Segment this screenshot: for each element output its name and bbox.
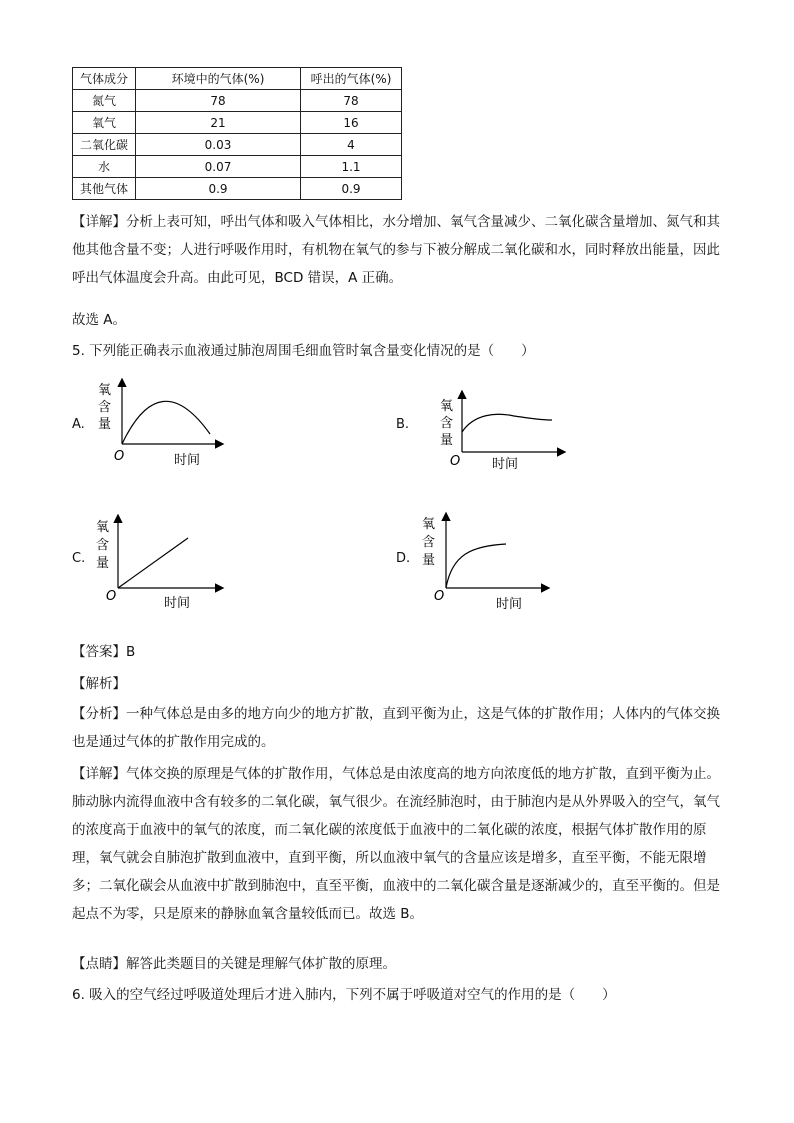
graph-b [434, 390, 574, 476]
graph-d [416, 510, 556, 614]
y-label-char: 量 [98, 417, 112, 432]
origin-label: O [106, 589, 117, 604]
graph-a [90, 376, 230, 472]
table-cell: 1.1 [301, 156, 402, 178]
origin-label: O [434, 589, 445, 604]
q5-answer: 【答案】B [72, 644, 136, 660]
x-label: 时间 [164, 596, 191, 611]
y-label-char: 氧 [422, 517, 436, 532]
y-label-char: 量 [422, 553, 436, 568]
table-row [73, 112, 402, 134]
curve-line [462, 414, 552, 432]
curve-line [446, 544, 506, 588]
table-cell: 0.07 [136, 156, 301, 178]
y-label-char: 氧 [440, 399, 454, 414]
table-cell: 0.9 [136, 178, 301, 200]
curve-line [122, 401, 210, 444]
y-label-char: 量 [96, 556, 110, 571]
q5-detail: 【详解】气体交换的原理是气体的扩散作用，气体总是由浓度高的地方向浓度低的地方扩散，直到平衡为止。肺动脉内流得血液中含有较多的二氧化碳，氧气很少。在流经肺泡时，由于肺泡内是从外界吸入的空气，氧气的浓度高于血液中的氧气的浓度，而二氧化碳的浓度低于血液中的二氧化碳的浓度，根据气体扩散作用的原理，氧气就会自肺泡扩散到血液中，直到平衡，所以血液中氧气的含量应该是增多，直至平衡，不能无限增多；二氧化碳会从血液中扩散到肺泡中，直至平衡，血液中的二氧化碳含量是逐渐减少的，直至平衡的。但是起点不为零，只是原来的静脉血氧含量较低而已。故选 B。 [72, 766, 720, 922]
y-label-char: 含 [422, 535, 436, 550]
q5-question: 5. 下列能正确表示血液通过肺泡周围毛细血管时氧含量变化情况的是（ ） [72, 343, 535, 359]
table-cell: 0.03 [136, 134, 301, 156]
option-a-label: A. [72, 417, 85, 432]
table-cell: 4 [301, 134, 402, 156]
q4-detail: 【详解】分析上表可知，呼出气体和吸入气体相比，水分增加、氧气含量减少、二氧化碳含量增加、氮气和其他其他含量不变；人进行呼吸作用时，有机物在氧气的参与下被分解成二氧化碳和水，同时释放出能量，因此呼出气体温度会升高。由此可见，BCD 错误，A 正确。 [72, 214, 720, 286]
table-cell: 水 [73, 156, 136, 178]
y-label-char: 氧 [98, 383, 112, 398]
q5-analysis: 【分析】一种气体总是由多的地方向少的地方扩散，直到平衡为止，这是气体的扩散作用；人体内的气体交换也是通过气体的扩散作用完成的。 [72, 706, 720, 750]
q4-conclusion: 故选 A。 [72, 312, 127, 328]
origin-label: O [450, 454, 461, 469]
table-cell: 氮气 [73, 90, 136, 112]
option-d-label: D. [396, 551, 411, 566]
header-cell: 呼出的气体(%) [301, 68, 402, 90]
header-cell: 气体成分 [73, 68, 136, 90]
origin-label: O [114, 449, 125, 464]
q5-comment: 【点睛】解答此类题目的关键是理解气体扩散的原理。 [72, 956, 396, 972]
header-cell: 环境中的气体(%) [136, 68, 301, 90]
y-label-char: 含 [98, 400, 112, 415]
option-b-label: B. [396, 417, 410, 432]
option-c-label: C. [72, 551, 86, 566]
gas-composition-table [72, 67, 402, 200]
table-cell: 0.9 [301, 178, 402, 200]
x-label: 时间 [174, 453, 201, 468]
table-row [73, 90, 402, 112]
table-row [73, 156, 402, 178]
table-row [73, 134, 402, 156]
table-cell: 78 [301, 90, 402, 112]
table-cell: 78 [136, 90, 301, 112]
table-cell: 氧气 [73, 112, 136, 134]
y-label-char: 量 [440, 433, 454, 448]
y-label-char: 含 [96, 538, 110, 553]
table-row [73, 178, 402, 200]
q6-question: 6. 吸入的空气经过呼吸道处理后才进入肺内，下列不属于呼吸道对空气的作用的是（ ） [72, 987, 616, 1003]
table-header-row [73, 68, 402, 90]
graph-c [90, 514, 230, 614]
table-cell: 16 [301, 112, 402, 134]
x-label: 时间 [496, 597, 523, 612]
table-cell: 21 [136, 112, 301, 134]
q5-analysis-title: 【解析】 [72, 676, 126, 692]
y-label-char: 含 [440, 416, 454, 431]
y-label-char: 氧 [96, 520, 110, 535]
table-cell: 二氧化碳 [73, 134, 136, 156]
table-cell: 其他气体 [73, 178, 136, 200]
curve-line [118, 538, 188, 588]
x-label: 时间 [492, 457, 519, 472]
